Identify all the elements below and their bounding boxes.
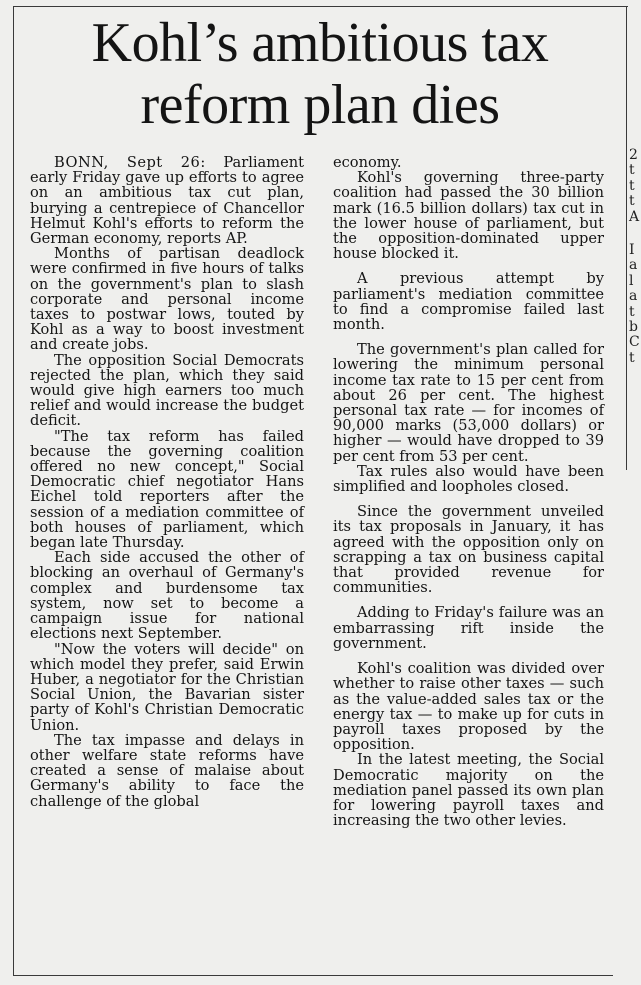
paragraph: Kohl's coalition was divided over whether to raise other taxes — such as the value-added sales tax or the energy tax — to make up for cuts in payroll taxes proposed by the opposition. (333, 660, 604, 754)
fragment-char: a (629, 257, 638, 274)
paragraph (30, 155, 304, 246)
paragraph: The government's plan called for lowering the minimum personal income tax rate to 15 per cent from about 26 per cent. The highest personal tax rate — for incomes of 90,000 marks (53,000 dollars) or higher — would have dropped to 39 per cent from 53 per cent. (333, 341, 604, 465)
paragraph-text: Parliament early Friday gave up efforts to agree on an ambitious tax cut plan, burying a centrepiece of Chancellor Helmut Kohl's efforts to reform the German economy, reports AP. (30, 154, 304, 248)
clipping-border-right (626, 6, 627, 470)
fragment-char: t (629, 349, 635, 366)
paragraph: A previous attempt by parliament's mediation committee to find a compromise failed last month. (333, 270, 604, 334)
fragment-char: b (629, 318, 638, 335)
fragment-char: a (629, 288, 638, 305)
paragraph: Kohl's governing three-party coalition had passed the 30 billion mark (16.5 billion dollars) tax cut in the lower house of parliament, but the opposition-dominated upper house blocked it. (333, 169, 604, 263)
paragraph: The tax impasse and delays in other welfare state reforms have created a sense of malaise about Germany's ability to face the challenge of the global (30, 731, 304, 810)
paragraph: Months of partisan deadlock were confirmed in five hours of talks on the government's plan to slash corporate and personal income taxes to postwar lows, touted by Kohl as a way to boost investment and create jobs. (30, 245, 304, 354)
headline (20, 12, 620, 136)
fragment-char: t (629, 162, 635, 179)
headline-line-2: reform plan dies (140, 74, 500, 136)
fragment-char: t (629, 193, 635, 210)
article-column-1 (30, 155, 304, 809)
paragraph: Each side accused the other of blocking an overhaul of Germany's complex and burdensome tax system, now set to become a campaign issue for national elections next September. (30, 549, 304, 643)
paragraph: Tax rules also would have been simplified and loopholes closed. (333, 462, 604, 496)
fragment-char: A (629, 208, 640, 225)
fragment-char: C (629, 334, 640, 351)
paragraph: "Now the voters will decide" on which model they prefer, said Erwin Huber, a negotiator for the Christian Social Union, the Bavarian sister party of Kohl's Christian Democratic Union. (30, 640, 304, 734)
paragraph: economy. (333, 154, 402, 171)
fragment-char: I (629, 241, 635, 258)
paragraph: In the latest meeting, the Social Democratic majority on the mediation panel passed its own plan for lowering payroll taxes and increasing the two other levies. (333, 751, 604, 830)
headline-line-1: Kohl’s ambitious tax (91, 12, 549, 74)
paragraph: "The tax reform has failed because the governing coalition offered no new concept," Social Democratic chief negotiator Hans Eichel told reporters after the session of a mediation committee of both houses of parliament, which began late Thursday. (30, 427, 304, 552)
fragment-char: l (629, 272, 634, 289)
article-column-2 (333, 155, 604, 828)
fragment-char (629, 225, 641, 243)
dateline: BONN, Sept 26: (54, 154, 206, 171)
adjacent-article-fragment (629, 148, 641, 366)
fragment-char: t (629, 177, 635, 194)
paragraph: Adding to Friday's failure was an embarrassing rift inside the government. (333, 604, 604, 652)
fragment-char: t (629, 303, 635, 320)
paragraph: Since the government unveiled its tax proposals in January, it has agreed with the opposition only on scrapping a tax on business capital that provided revenue for communities. (333, 503, 604, 597)
clipping-border-bottom (13, 975, 613, 976)
fragment-char: 2 (629, 147, 638, 163)
paragraph: The opposition Social Democrats rejected the plan, which they said would give high earners too much relief and would increase the budget deficit. (30, 351, 304, 430)
